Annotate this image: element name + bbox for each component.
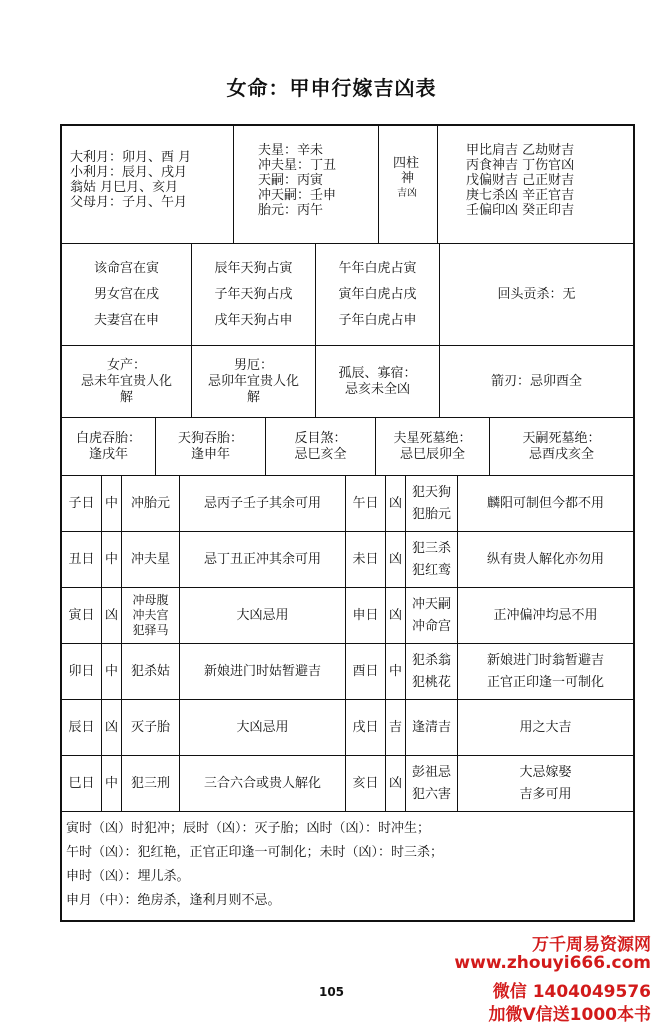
- tiangou-tuntai-cell: [156, 418, 266, 475]
- baihu-line: 寅年白虎占戌: [338, 286, 417, 302]
- page-title: 女命：甲申行嫁吉凶表: [226, 76, 437, 100]
- day-level: 中: [104, 776, 118, 791]
- baihu-line: 午年白虎占寅: [338, 260, 417, 276]
- god-line: 戊偏财吉 己正财吉: [466, 173, 575, 188]
- profit-months-cell: [62, 126, 234, 243]
- auspicious-table: [60, 124, 635, 922]
- baihu-tuntai-label: 白虎吞胎：: [75, 430, 141, 446]
- fanmu-cell: [266, 418, 376, 475]
- day-clash-cell: [122, 644, 180, 699]
- day2-note-cell: [458, 532, 633, 587]
- footer-notes: [62, 816, 633, 920]
- footer-line: 寅时（凶）时犯冲；辰时（凶）：灭子胎；凶时（凶）：时冲生；: [66, 821, 431, 836]
- day-note-cell: [180, 532, 346, 587]
- watermark-line: 微信 1404049576: [492, 982, 651, 1002]
- day2-clash-cell: [406, 532, 458, 587]
- star-line: 天嗣：丙寅: [258, 173, 324, 188]
- nvchan-cell: [62, 346, 192, 417]
- day-clash-cell: [122, 532, 180, 587]
- watermark-line: 万千周易资源网: [532, 935, 651, 955]
- palace-line: 夫妻宫在申: [93, 312, 159, 328]
- baihu-tuntai-cell: [62, 418, 156, 475]
- day-note: 大凶忌用: [236, 608, 289, 623]
- jianren-cell: [440, 346, 633, 417]
- profit-month-line: 小利月：辰月、戌月: [70, 165, 188, 180]
- day2-note: 大忌嫁娶: [519, 764, 572, 780]
- day2-name: 午日: [352, 496, 379, 511]
- nane-cell: [192, 346, 316, 417]
- tiansi-simu-value: 忌酉戌亥全: [528, 446, 594, 462]
- day-clash-cell: [122, 756, 180, 811]
- day2-note-cell: [458, 700, 633, 755]
- day2-note: 正冲偏冲均忌不用: [493, 607, 598, 623]
- day-clash-cell: [122, 476, 180, 531]
- fuxing-simu-value: 忌巳辰卯全: [399, 446, 465, 462]
- day-clash: 冲胎元: [130, 496, 170, 511]
- day-row: [62, 476, 633, 532]
- day2-clash: 犯桃花: [411, 674, 451, 690]
- day-row: [62, 756, 633, 812]
- god-line: 甲比肩吉 乙劫财吉: [466, 143, 575, 158]
- jianren-text: 箭刃：忌卯酉全: [490, 374, 582, 389]
- day-level: 凶: [104, 608, 118, 623]
- day2-note: 纵有贵人解化亦勿用: [486, 551, 604, 567]
- day2-clash: 犯杀翁: [411, 652, 451, 668]
- day2-level: 中: [388, 664, 402, 679]
- day-row: [62, 644, 633, 700]
- day-name-cell: [62, 476, 102, 531]
- day2-clash: 犯六害: [411, 786, 451, 802]
- day2-name: 亥日: [352, 776, 379, 791]
- day2-level-cell: [386, 532, 406, 587]
- day2-level: 凶: [388, 552, 402, 567]
- pillar-line: 吉凶: [397, 188, 417, 199]
- day-name-cell: [62, 588, 102, 643]
- tiangou-line: 辰年天狗占寅: [214, 260, 293, 276]
- day2-level-cell: [386, 644, 406, 699]
- day-level: 中: [104, 496, 118, 511]
- day2-name-cell: [346, 476, 386, 531]
- day2-name: 酉日: [352, 664, 379, 679]
- day2-name: 戌日: [352, 720, 379, 735]
- tiangou-tuntai-label: 天狗吞胎：: [177, 430, 243, 446]
- day2-name-cell: [346, 644, 386, 699]
- day-name: 卯日: [68, 664, 95, 679]
- nvchan-line: 女产：: [106, 357, 146, 373]
- god-line: 庚七杀凶 辛正官吉: [466, 188, 575, 203]
- info-row: [62, 126, 633, 244]
- star-line: 夫星：辛未: [258, 143, 324, 158]
- day-note: 忌丁丑正冲其余可用: [203, 552, 321, 567]
- huitou-text: 回头贡杀：无: [497, 287, 576, 302]
- day-row: [62, 700, 633, 756]
- star-line: 冲天嗣：壬申: [258, 188, 337, 203]
- day2-note: 吉多可用: [519, 786, 572, 802]
- day-level: 中: [104, 552, 118, 567]
- fanmu-value: 忌巳亥全: [294, 446, 347, 462]
- day2-note: 用之大吉: [519, 719, 572, 735]
- day2-clash: 冲命宫: [411, 618, 451, 634]
- palace-line: 男女宫在戌: [93, 286, 159, 302]
- day-level-cell: [102, 756, 122, 811]
- day-row: [62, 588, 633, 644]
- day2-name-cell: [346, 588, 386, 643]
- day-clash: 冲夫星: [130, 552, 170, 567]
- stars-cell: [234, 126, 379, 243]
- day-note: 忌丙子壬子其余可用: [203, 496, 321, 511]
- star-line: 冲夫星：丁丑: [258, 158, 337, 173]
- day2-name: 申日: [352, 608, 379, 623]
- day2-name: 未日: [352, 552, 379, 567]
- tiangou-tuntai-value: 逢申年: [190, 446, 230, 462]
- day-level-cell: [102, 588, 122, 643]
- page-number: 105: [318, 985, 345, 999]
- day-name-cell: [62, 644, 102, 699]
- nane-line: 解: [246, 389, 260, 405]
- day-level-cell: [102, 532, 122, 587]
- day2-level-cell: [386, 756, 406, 811]
- fuxing-simu-cell: [376, 418, 490, 475]
- fuxing-simu-label: 夫星死墓绝：: [393, 430, 472, 446]
- nane-line: 男厄：: [233, 357, 273, 373]
- profit-month-line: 大利月：卯月、酉 月: [70, 150, 192, 165]
- tiansi-simu-cell: [490, 418, 633, 475]
- palace-row: [62, 244, 633, 346]
- day-clash: 犯三刑: [130, 776, 170, 791]
- devour-row: [62, 418, 633, 476]
- day-note-cell: [180, 588, 346, 643]
- day2-name-cell: [346, 700, 386, 755]
- day-clash: 冲母腹 冲夫宫 犯驿马: [132, 593, 169, 637]
- watermark-line: 加微V信送1000本书: [488, 1005, 651, 1025]
- god-line: 丙食神吉 丁伤官凶: [466, 158, 575, 173]
- day-note: 大凶忌用: [236, 720, 289, 735]
- nane-line: 忌卯年宜贵人化: [207, 373, 299, 389]
- day2-clash: 犯三杀: [411, 540, 451, 556]
- day2-clash-cell: [406, 644, 458, 699]
- day2-note-cell: [458, 644, 633, 699]
- day2-clash-cell: [406, 476, 458, 531]
- day2-note-cell: [458, 476, 633, 531]
- palace-col1: [62, 244, 192, 345]
- fanmu-label: 反目煞：: [294, 430, 347, 446]
- profit-month-line: 翁姑 月巳月、亥月: [70, 180, 179, 195]
- nvchan-line: 忌未年宜贵人化: [80, 373, 172, 389]
- gods-cell: [438, 126, 633, 243]
- day-name-cell: [62, 532, 102, 587]
- day-note-cell: [180, 476, 346, 531]
- day2-level: 凶: [388, 496, 402, 511]
- star-line: 胎元：丙午: [258, 203, 324, 218]
- guchen-line: 忌亥未全凶: [344, 381, 410, 397]
- day-note: 三合六合或贵人解化: [203, 776, 321, 791]
- day-note-cell: [180, 756, 346, 811]
- day-note: 新娘进门时姑暂避吉: [203, 664, 321, 679]
- day2-clash-cell: [406, 588, 458, 643]
- day-clash: 犯杀姑: [130, 664, 170, 679]
- day-name: 巳日: [68, 776, 95, 791]
- profit-month-line: 父母月：子月、午月: [70, 195, 188, 210]
- day2-level: 凶: [388, 608, 402, 623]
- day-level-cell: [102, 700, 122, 755]
- huitou-cell: [440, 244, 633, 345]
- baihu-tuntai-value: 逢戌年: [88, 446, 128, 462]
- day2-clash: 犯胎元: [411, 506, 451, 522]
- pillar-line: 神: [401, 171, 415, 186]
- day-level: 凶: [104, 720, 118, 735]
- pillar-cell: [379, 126, 438, 243]
- day2-clash: 犯天狗: [411, 484, 451, 500]
- day2-clash-cell: [406, 756, 458, 811]
- day-row: [62, 532, 633, 588]
- day2-clash: 冲天嗣: [411, 596, 451, 612]
- day2-note-cell: [458, 756, 633, 811]
- day2-clash: 逢清吉: [411, 719, 451, 735]
- day-clash-cell: [122, 700, 180, 755]
- palace-line: 该命宫在寅: [93, 260, 159, 276]
- childbirth-row: [62, 346, 633, 418]
- day-name: 丑日: [68, 552, 95, 567]
- day2-name-cell: [346, 756, 386, 811]
- day-level-cell: [102, 476, 122, 531]
- day-name-cell: [62, 700, 102, 755]
- guchen-cell: [316, 346, 440, 417]
- footer-line: 申月（中）：绝房杀，逢利月则不忌。: [66, 893, 281, 908]
- footer-line: 申时（凶）：埋儿杀。: [66, 869, 190, 884]
- day2-name-cell: [346, 532, 386, 587]
- day-note-cell: [180, 644, 346, 699]
- day2-level: 凶: [388, 776, 402, 791]
- baihu-line: 子年白虎占申: [338, 312, 417, 328]
- palace-col3: [316, 244, 440, 345]
- day2-note: 麟阳可制但今都不用: [486, 495, 604, 511]
- day-clash-cell: [122, 588, 180, 643]
- day2-level: 吉: [388, 720, 402, 735]
- day2-clash-cell: [406, 700, 458, 755]
- nvchan-line: 解: [119, 389, 133, 405]
- tiansi-simu-label: 天嗣死墓绝：: [522, 430, 601, 446]
- day-name-cell: [62, 756, 102, 811]
- guchen-line: 孤辰、寡宿：: [338, 365, 417, 381]
- tiangou-line: 戌年天狗占申: [214, 312, 293, 328]
- day-name: 辰日: [68, 720, 95, 735]
- day-note-cell: [180, 700, 346, 755]
- day-name: 寅日: [68, 608, 95, 623]
- day2-level-cell: [386, 588, 406, 643]
- god-line: 壬偏印凶 癸正印吉: [466, 203, 575, 218]
- day2-level-cell: [386, 700, 406, 755]
- day2-clash: 彭祖忌: [411, 764, 451, 780]
- day-clash: 灭子胎: [130, 720, 170, 735]
- pillar-line: 四柱: [393, 156, 420, 171]
- day2-note: 新娘进门时翁暂避吉: [486, 652, 604, 668]
- watermark-line: www.zhouyi666.com: [454, 953, 651, 973]
- day-name: 子日: [68, 496, 95, 511]
- day2-note: 正官正印逢一可制化: [486, 674, 604, 690]
- palace-col2: [192, 244, 316, 345]
- day2-level-cell: [386, 476, 406, 531]
- day2-clash: 犯红鸾: [411, 562, 451, 578]
- day2-note-cell: [458, 588, 633, 643]
- day-level-cell: [102, 644, 122, 699]
- day-level: 中: [104, 664, 118, 679]
- tiangou-line: 子年天狗占戌: [214, 286, 293, 302]
- footer-line: 午时（凶）：犯红艳，正官正印逢一可制化；未时（凶）：时三杀；: [66, 845, 444, 860]
